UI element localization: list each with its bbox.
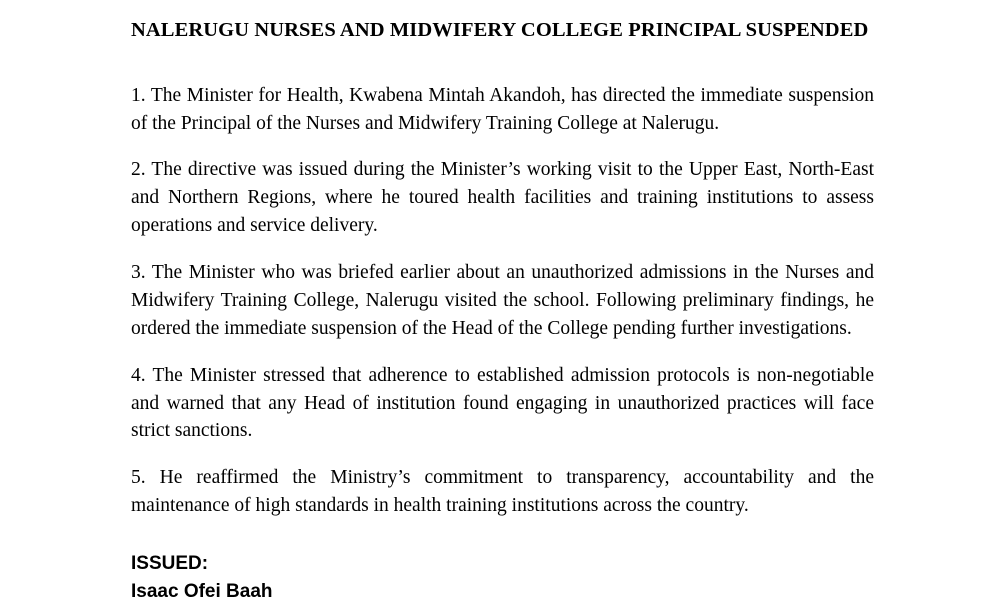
paragraph-5: 5. He reaffirmed the Ministry’s commitment to transparency, accountability and the maintenance of high standards in health training institutions across the country.	[131, 467, 874, 517]
signoff-block	[131, 550, 874, 605]
paragraph-1: 1. The Minister for Health, Kwabena Mintah Akandoh, has directed the immediate suspension of the Principal of the Nurses and Midwifery Training College at Nalerugu.	[131, 84, 874, 134]
paragraph-4: 4. The Minister stressed that adherence to established admission protocols is non-negotiable and warned that any Head of institution found engaging in unauthorized practices will face strict sanctions.	[131, 364, 874, 442]
paragraph-2: 2. The directive was issued during the Minister’s working visit to the Upper East, North-East and Northern Regions, where he toured health facilities and training institutions to assess operations and service delivery.	[131, 159, 874, 237]
page-title: NALERUGU NURSES AND MIDWIFERY COLLEGE PRINCIPAL SUSPENDED	[131, 19, 869, 41]
issued-label: ISSUED:	[131, 553, 209, 574]
document-body	[131, 82, 874, 520]
paragraph-3: 3. The Minister who was briefed earlier about an unauthorized admissions in the Nurses and Midwifery Training College, Nalerugu visited the school. Following preliminary findings, he ordered the immediate suspension of the Head of the College pending further investigations.	[131, 262, 874, 339]
issuer-name: Isaac Ofei Baah	[131, 580, 273, 602]
